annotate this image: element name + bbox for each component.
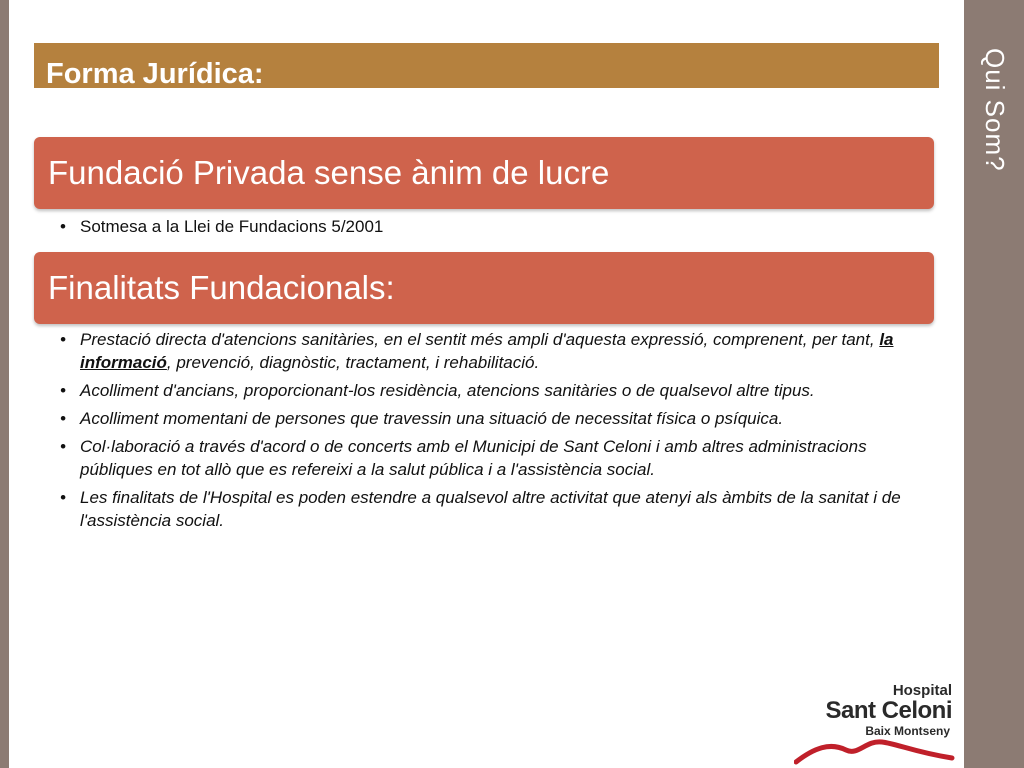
section-bar-finalitats — [34, 252, 934, 324]
header-band — [34, 43, 939, 88]
left-accent-bar — [0, 0, 9, 768]
logo-line-region: Baix Montseny — [865, 724, 950, 738]
list-item: • Les finalitats de l'Hospital es poden estendre a qualsevol altre activitat que atenyi als àmbits de la sanitat i de l'assistència social. — [52, 486, 910, 532]
page-title: Forma Jurídica: — [46, 58, 264, 90]
list-item-text: Prestació directa d'atencions sanitàries, en el sentit més ampli d'aquesta expressió, comprenent, per tant, — [80, 330, 880, 349]
logo-line-name: Sant Celoni — [825, 697, 952, 724]
mountain-logo-icon — [794, 734, 956, 766]
side-title: Qui Som? — [980, 48, 1010, 172]
section-title-fundacio: Fundació Privada sense ànim de lucre — [48, 154, 610, 191]
logo-line-hospital: Hospital — [892, 682, 952, 699]
list-item — [52, 328, 910, 374]
list-item: • Col·laboració a través d'acord o de concerts amb el Municipi de Sant Celoni i amb altres administracions públiques en tot allò que es refereixi a la salut pública i a l'assistència social. — [52, 435, 910, 481]
right-sidebar — [964, 0, 1024, 768]
list-item: • Sotmesa a la Llei de Fundacions 5/2001 — [52, 215, 383, 238]
list-item: • Acolliment momentani de persones que travessin una situació de necessitat física o psíquica. — [52, 407, 910, 430]
hospital-logo — [794, 680, 956, 766]
section-title-finalitats: Finalitats Fundacionals: — [48, 269, 395, 306]
list-item-text: , prevenció, diagnòstic, tractament, i rehabilitació. — [166, 353, 540, 372]
informacio-link[interactable]: la informació — [80, 330, 894, 372]
section2-bullet-list — [52, 328, 910, 537]
section1-bullet-list — [52, 215, 383, 238]
list-item: • Acolliment d'ancians, proporcionant-los residència, atencions sanitàries o de qualsevol altre tipus. — [52, 379, 910, 402]
section-bar-fundacio — [34, 137, 934, 209]
